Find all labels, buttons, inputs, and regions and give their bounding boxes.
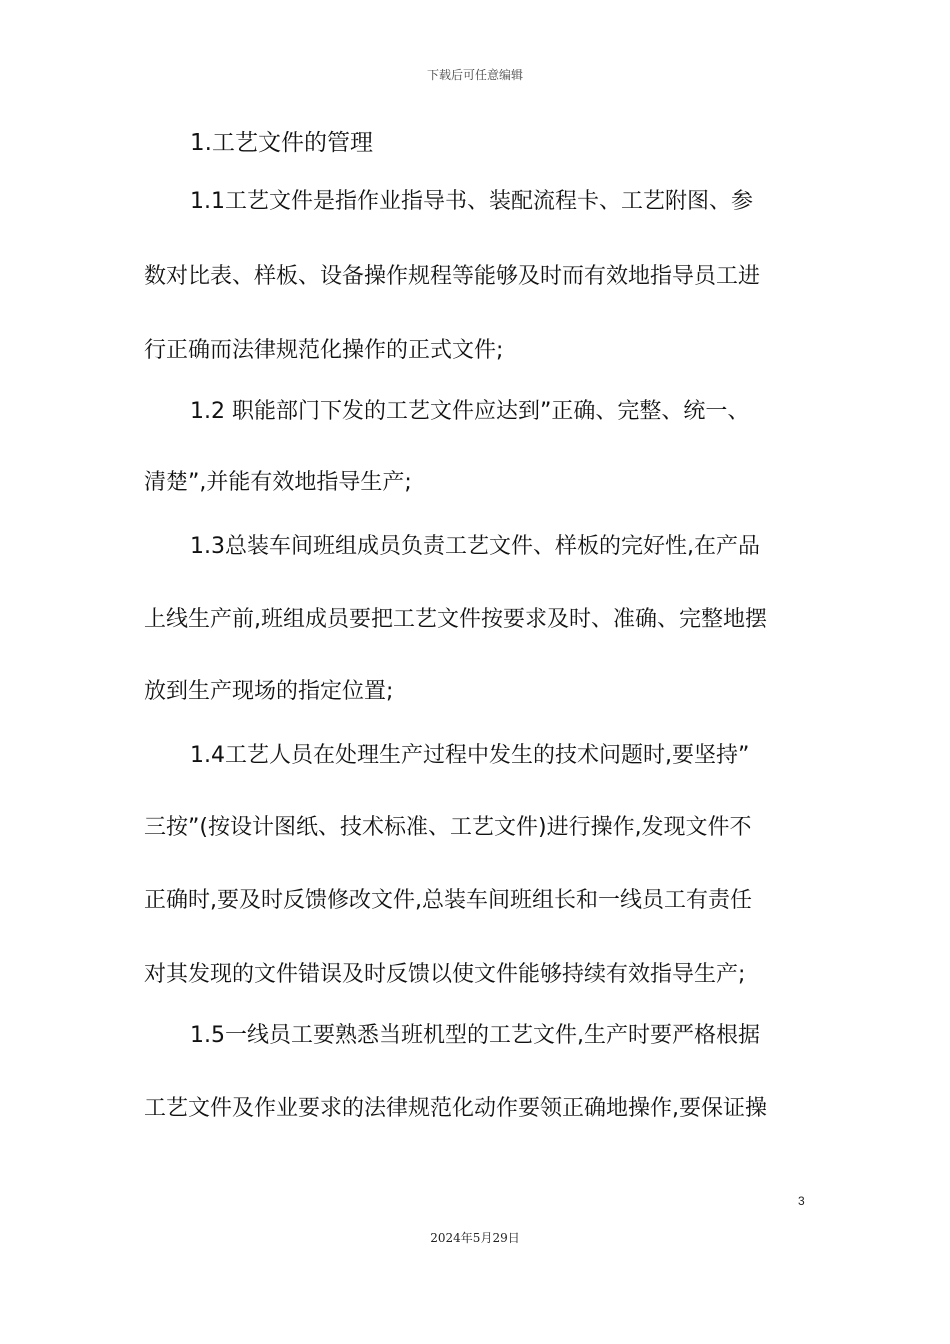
body-line-3: 行正确而法律规范化操作的正式文件; (144, 338, 504, 363)
body-line-5: 清楚”,并能有效地指导生产; (144, 470, 412, 495)
body-line-9: 1.4工艺人员在处理生产过程中发生的技术问题时,要坚持” (190, 743, 750, 768)
body-line-8: 放到生产现场的指定位置; (144, 679, 394, 704)
footer-date: 2024年5月29日 (430, 1231, 520, 1245)
body-line-13: 1.5一线员工要熟悉当班机型的工艺文件,生产时要严格根据 (190, 1023, 760, 1048)
body-line-7: 上线生产前,班组成员要把工艺文件按要求及时、准确、完整地摆 (144, 607, 767, 632)
body-line-6: 1.3总装车间班组成员负责工艺文件、样板的完好性,在产品 (190, 534, 760, 559)
body-line-12: 对其发现的文件错误及时反馈以使文件能够持续有效指导生产; (144, 962, 746, 987)
body-line-2: 数对比表、样板、设备操作规程等能够及时而有效地指导员工进 (144, 264, 761, 289)
section-title: 1.工艺文件的管理 (190, 130, 373, 156)
body-line-14: 工艺文件及作业要求的法律规范化动作要领正确地操作,要保证操 (144, 1096, 767, 1121)
body-line-11: 正确时,要及时反馈修改文件,总装车间班组长和一线员工有责任 (144, 888, 752, 913)
body-line-4: 1.2 职能部门下发的工艺文件应达到”正确、完整、统一、 (190, 399, 750, 424)
page-number: 3 (798, 1194, 805, 1208)
body-line-10: 三按”(按设计图纸、技术标准、工艺文件)进行操作,发现文件不 (144, 815, 752, 840)
body-line-1: 1.1工艺文件是指作业指导书、装配流程卡、工艺附图、参 (190, 189, 753, 214)
page-header: 下载后可任意编辑 (426, 68, 523, 82)
